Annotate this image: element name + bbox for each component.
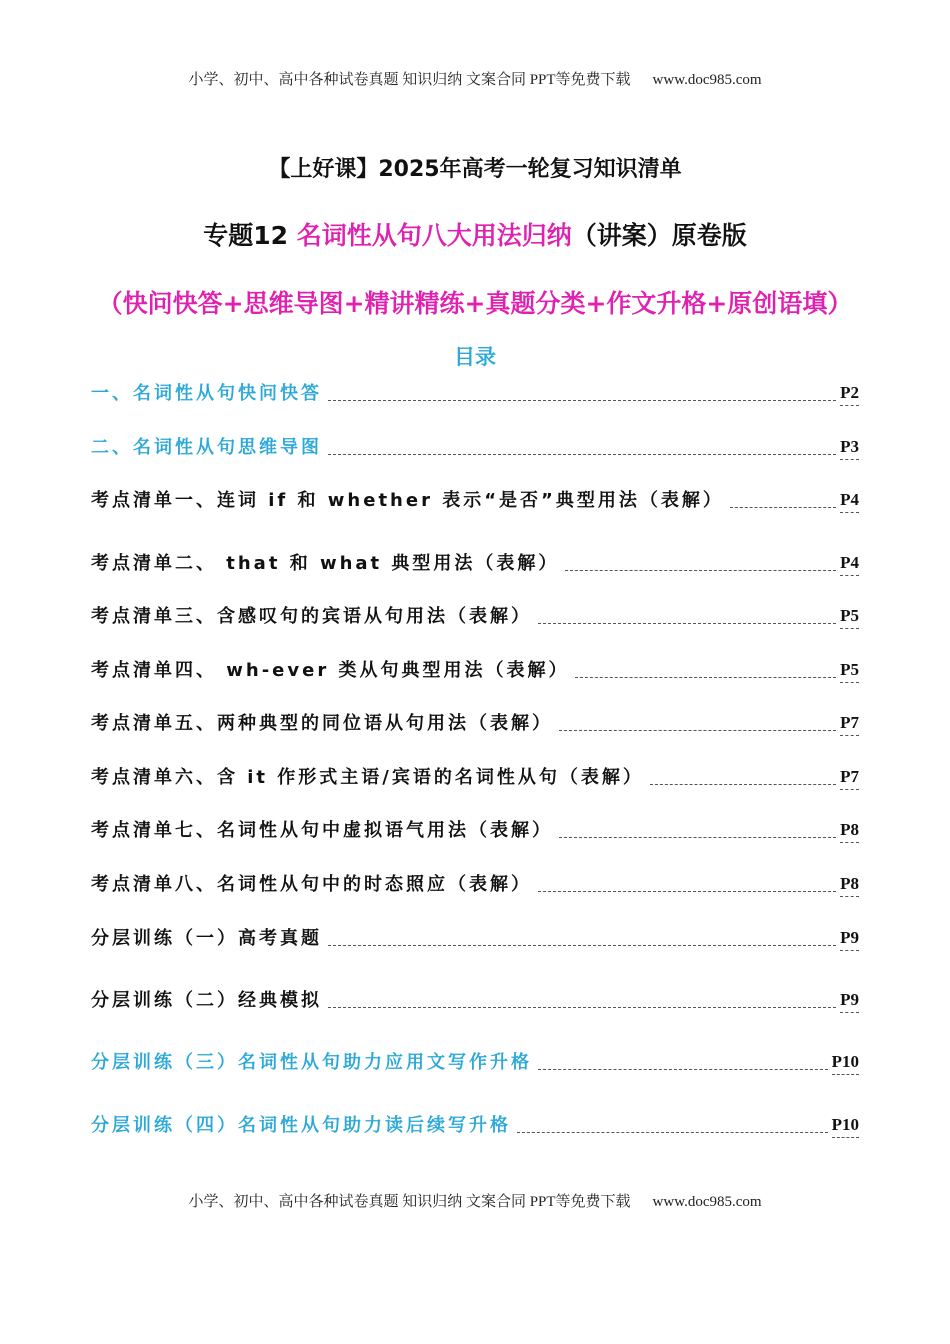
- toc-entry-page: P7: [840, 712, 859, 736]
- topic-title: [0, 216, 950, 252]
- toc-entry-label: 考点清单五、两种典型的同位语从句用法（表解）: [91, 713, 553, 734]
- toc-entry-label: 考点清单六、含 it 作形式主语/宾语的名词性从句（表解）: [91, 767, 644, 788]
- toc-entry[interactable]: [91, 1045, 859, 1075]
- toc-entry-page: P7: [840, 766, 859, 790]
- toc-entry-label: 考点清单二、 that 和 what 典型用法（表解）: [91, 553, 560, 574]
- toc-entry[interactable]: [91, 653, 859, 683]
- toc-leader: [328, 944, 836, 946]
- subtitle: （快问快答+思维导图+精讲精练+真题分类+作文升格+原创语填）: [97, 289, 853, 318]
- toc-entry-page: P10: [832, 1114, 859, 1138]
- toc-entry-label: 考点清单八、名词性从句中的时态照应（表解）: [91, 874, 532, 895]
- toc-entry[interactable]: [91, 483, 859, 513]
- footer-text: 小学、初中、高中各种试卷真题 知识归纳 文案合同 PPT等免费下载: [188, 1194, 631, 1210]
- toc-entry-page: P10: [832, 1051, 859, 1075]
- toc-entry-page: P8: [840, 819, 859, 843]
- toc-entry-page: P5: [840, 659, 859, 683]
- topic-suffix: （讲案）原卷版: [571, 221, 747, 250]
- page-header: [0, 68, 950, 89]
- topic-prefix: 专题12: [203, 221, 297, 250]
- toc-leader: [650, 783, 836, 785]
- toc-entry-page: P4: [840, 489, 859, 513]
- toc-leader: [517, 1131, 828, 1133]
- toc-entry-label: 一、名词性从句快问快答: [91, 383, 322, 404]
- toc-heading: 目录: [454, 345, 496, 369]
- toc-leader: [559, 729, 836, 731]
- toc-entry[interactable]: [91, 376, 859, 406]
- toc-entry[interactable]: [91, 1108, 859, 1138]
- toc-entry[interactable]: [91, 813, 859, 843]
- footer-site[interactable]: www.doc985.com: [652, 1194, 762, 1210]
- toc-entry[interactable]: [91, 760, 859, 790]
- toc-leader: [559, 836, 836, 838]
- toc-leader: [538, 890, 836, 892]
- toc-entry-label: 考点清单七、名词性从句中虚拟语气用法（表解）: [91, 820, 553, 841]
- toc-entry-page: P9: [840, 927, 859, 951]
- toc-entry-label: 考点清单四、 wh-ever 类从句典型用法（表解）: [91, 660, 570, 681]
- toc-entry[interactable]: [91, 599, 859, 629]
- toc-entry[interactable]: [91, 867, 859, 897]
- toc-leader: [328, 453, 836, 455]
- toc-entry-page: P2: [840, 382, 859, 406]
- toc-entry-page: P9: [840, 989, 859, 1013]
- toc-leader: [328, 399, 836, 401]
- toc-leader: [730, 506, 836, 508]
- toc-entry-label: 分层训练（三）名词性从句助力应用文写作升格: [91, 1052, 532, 1073]
- toc-entry-page: P4: [840, 552, 859, 576]
- toc-entry-label: 分层训练（一）高考真题: [91, 928, 322, 949]
- toc-leader: [538, 1068, 828, 1070]
- toc-leader: [328, 1006, 836, 1008]
- topic-highlight: 名词性从句八大用法归纳: [296, 221, 572, 250]
- toc-entry[interactable]: [91, 706, 859, 736]
- toc-leader: [538, 622, 836, 624]
- toc-entry-label: 二、名词性从句思维导图: [91, 437, 322, 458]
- toc-leader: [575, 676, 836, 678]
- toc-entry-label: 分层训练（四）名词性从句助力读后续写升格: [91, 1115, 511, 1136]
- document-title: 【上好课】2025年高考一轮复习知识清单: [268, 157, 682, 182]
- header-text: 小学、初中、高中各种试卷真题 知识归纳 文案合同 PPT等免费下载: [188, 72, 631, 88]
- toc-entry[interactable]: [91, 921, 859, 951]
- page-footer: [0, 1190, 950, 1211]
- toc-entry[interactable]: [91, 430, 859, 460]
- toc-entry[interactable]: [91, 546, 859, 576]
- toc-entry[interactable]: [91, 983, 859, 1013]
- toc-entry-label: 分层训练（二）经典模拟: [91, 990, 322, 1011]
- toc-entry-label: 考点清单三、含感叹句的宾语从句用法（表解）: [91, 606, 532, 627]
- toc-entry-page: P3: [840, 436, 859, 460]
- toc-entry-label: 考点清单一、连词 if 和 whether 表示“是否”典型用法（表解）: [91, 490, 724, 511]
- toc-leader: [565, 569, 836, 571]
- toc-entry-page: P5: [840, 605, 859, 629]
- toc-entry-page: P8: [840, 873, 859, 897]
- header-site[interactable]: www.doc985.com: [652, 72, 762, 88]
